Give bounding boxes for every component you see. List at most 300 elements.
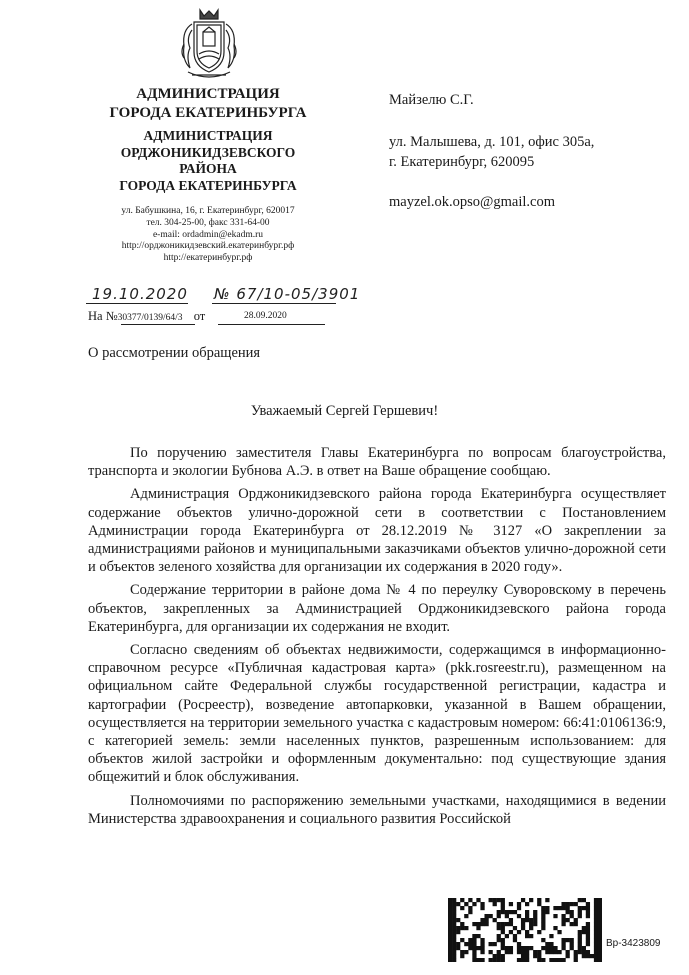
- barcode-module: [594, 958, 598, 962]
- barcode-module: [529, 934, 533, 938]
- barcode-module: [582, 946, 586, 950]
- barcode-module: [570, 910, 574, 914]
- barcode-module: [566, 950, 570, 954]
- barcode-module: [566, 906, 570, 910]
- barcode-module: [594, 938, 598, 942]
- barcode-module: [557, 930, 561, 934]
- barcode-module: [497, 914, 501, 918]
- barcode-module: [586, 942, 590, 946]
- barcode-module: [549, 946, 553, 950]
- barcode-module: [497, 934, 501, 938]
- barcode-module: [533, 922, 537, 926]
- barcode-module: [521, 958, 525, 962]
- registration-date: 19.10.2020: [92, 285, 188, 303]
- barcode-module: [452, 898, 456, 902]
- issuer-phone: тел. 304-25-00, факс 331-64-00: [146, 217, 270, 228]
- barcode-module: [525, 954, 529, 958]
- recipient-name: Майзелю С.Г.: [389, 92, 474, 108]
- barcode-module: [497, 938, 501, 942]
- barcode-module: [472, 938, 476, 942]
- barcode-module: [497, 958, 501, 962]
- barcode-module: [598, 910, 602, 914]
- body-paragraph: Полномочиями по распоряжению земельными участками, находящимися в ведении Министерства здравоохранения и социального развития Российской: [88, 792, 666, 827]
- barcode-module: [598, 906, 602, 910]
- barcode-module: [549, 950, 553, 954]
- barcode-module: [566, 918, 570, 922]
- barcode-module: [448, 958, 452, 962]
- barcode-module: [484, 918, 488, 922]
- barcode-module: [464, 902, 468, 906]
- barcode-module: [594, 898, 598, 902]
- barcode-module: [529, 922, 533, 926]
- barcode-module: [460, 938, 464, 942]
- body-paragraph: По поручению заместителя Главы Екатеринбурга по вопросам благоустройства, транспорта и экологии Бубнова А.Э. в ответ на Ваше обращение сообщаю.: [88, 445, 666, 480]
- barcode-module: [557, 906, 561, 910]
- body-paragraph: Администрация Орджоникидзевского района города Екатеринбурга осуществляет содержание объектов улично-дорожной сети в соответствии с Постановлением Администрации города Екатеринбурга от 28.12.2019 № 3127 «О закреплении за администрациями районов и муниципальными заказчиками объектов улично-дорожной сети и объектов зеленого хозяйства для организации их содержания в 2020 году».: [88, 486, 666, 576]
- barcode-module: [557, 958, 561, 962]
- barcode-module: [553, 946, 557, 950]
- barcode-module: [480, 922, 484, 926]
- barcode-module: [566, 910, 570, 914]
- barcode-module: [452, 918, 456, 922]
- barcode-module: [586, 930, 590, 934]
- barcode-module: [537, 954, 541, 958]
- barcode-module: [501, 898, 505, 902]
- barcode-module: [541, 918, 545, 922]
- barcode-module: [448, 926, 452, 930]
- barcode-module: [598, 938, 602, 942]
- issuer-address: ул. Бабушкина, 16, г. Екатеринбург, 620017: [121, 206, 295, 216]
- barcode-module: [574, 954, 578, 958]
- barcode-module: [472, 934, 476, 938]
- barcode-module: [464, 926, 468, 930]
- barcode-module: [537, 902, 541, 906]
- barcode-module: [460, 922, 464, 926]
- barcode-module: [541, 914, 545, 918]
- barcode-module: [448, 918, 452, 922]
- barcode-module: [476, 926, 480, 930]
- barcode-module: [489, 958, 493, 962]
- barcode-module: [586, 914, 590, 918]
- barcode-module: [480, 946, 484, 950]
- barcode-module: [594, 946, 598, 950]
- barcode-module: [537, 898, 541, 902]
- barcode-module: [452, 958, 456, 962]
- barcode-module: [452, 910, 456, 914]
- barcode-module: [598, 954, 602, 958]
- reference-from: от: [193, 309, 206, 323]
- barcode-module: [509, 946, 513, 950]
- coat-of-arms-icon: [178, 8, 240, 82]
- barcode-module: [456, 902, 460, 906]
- barcode-module: [537, 930, 541, 934]
- barcode-module: [529, 918, 533, 922]
- barcode-module: [480, 918, 484, 922]
- barcode-module: [586, 934, 590, 938]
- barcode-module: [582, 926, 586, 930]
- barcode-module: [480, 950, 484, 954]
- barcode-module: [582, 898, 586, 902]
- barcode-module: [452, 954, 456, 958]
- barcode-module: [493, 902, 497, 906]
- barcode-module: [460, 926, 464, 930]
- barcode-module: [594, 934, 598, 938]
- barcode-module: [537, 950, 541, 954]
- barcode-module: [598, 898, 602, 902]
- barcode-module: [460, 950, 464, 954]
- barcode-module: [493, 942, 497, 946]
- barcode-module: [505, 922, 509, 926]
- barcode-module: [525, 914, 529, 918]
- barcode-module: [509, 902, 513, 906]
- barcode-module: [468, 910, 472, 914]
- barcode-module: [517, 914, 521, 918]
- barcode-module: [489, 898, 493, 902]
- barcode-module: [525, 950, 529, 954]
- barcode-icon: [448, 898, 602, 962]
- barcode-module: [561, 938, 565, 942]
- barcode-module: [472, 942, 476, 946]
- barcode-module: [578, 938, 582, 942]
- barcode-module: [468, 946, 472, 950]
- barcode-module: [545, 946, 549, 950]
- barcode-module: [553, 950, 557, 954]
- barcode-module: [582, 930, 586, 934]
- barcode-module: [513, 910, 517, 914]
- barcode-module: [570, 938, 574, 942]
- issuer-name: [70, 85, 346, 123]
- barcode-module: [525, 934, 529, 938]
- barcode-module: [529, 926, 533, 930]
- barcode-module: [545, 942, 549, 946]
- barcode-module: [476, 922, 480, 926]
- barcode-module: [594, 926, 598, 930]
- barcode-module: [489, 914, 493, 918]
- barcode-module: [553, 914, 557, 918]
- barcode-module: [501, 922, 505, 926]
- barcode-module: [505, 950, 509, 954]
- barcode-module: [452, 938, 456, 942]
- barcode-module: [549, 942, 553, 946]
- barcode-module: [501, 902, 505, 906]
- barcode-module: [501, 910, 505, 914]
- barcode-module: [541, 946, 545, 950]
- barcode-module: [525, 918, 529, 922]
- barcode-module: [598, 918, 602, 922]
- barcode-module: [545, 898, 549, 902]
- barcode-module: [525, 946, 529, 950]
- barcode-module: [521, 946, 525, 950]
- barcode-module: [452, 906, 456, 910]
- barcode-module: [448, 910, 452, 914]
- barcode-module: [452, 926, 456, 930]
- barcode-module: [578, 946, 582, 950]
- barcode-module: [501, 958, 505, 962]
- barcode-module: [574, 922, 578, 926]
- barcode-module: [509, 918, 513, 922]
- barcode-module: [570, 942, 574, 946]
- barcode-module: [545, 906, 549, 910]
- barcode-module: [578, 942, 582, 946]
- barcode-module: [509, 950, 513, 954]
- barcode-module: [517, 902, 521, 906]
- barcode-module: [598, 914, 602, 918]
- subdivision-line: ОРДЖОНИКИДЗЕВСКОГО: [120, 144, 296, 160]
- barcode-module: [497, 898, 501, 902]
- issuer-website: http://орджоникидзевский.екатеринбург.рф: [121, 241, 295, 252]
- barcode-module: [578, 898, 582, 902]
- barcode-module: [448, 914, 452, 918]
- barcode-module: [521, 922, 525, 926]
- barcode-module: [501, 954, 505, 958]
- barcode-module: [501, 938, 505, 942]
- barcode-module: [541, 922, 545, 926]
- barcode-module: [553, 926, 557, 930]
- reference-date: 28.09.2020: [244, 311, 287, 321]
- barcode-module: [521, 950, 525, 954]
- barcode-module: [448, 938, 452, 942]
- registration-number: № 67/10-05/3901: [214, 285, 361, 303]
- barcode-module: [529, 898, 533, 902]
- barcode-module: [501, 942, 505, 946]
- barcode-module: [578, 910, 582, 914]
- barcode-module: [493, 954, 497, 958]
- barcode-module: [472, 922, 476, 926]
- barcode-module: [570, 902, 574, 906]
- barcode-module: [517, 958, 521, 962]
- recipient-street: ул. Малышева, д. 101, офис 305а,: [389, 134, 595, 150]
- barcode-module: [468, 938, 472, 942]
- barcode-module: [545, 950, 549, 954]
- barcode-module: [468, 906, 472, 910]
- barcode-module: [493, 958, 497, 962]
- barcode-module: [533, 918, 537, 922]
- barcode-module: [598, 934, 602, 938]
- barcode-module: [497, 910, 501, 914]
- barcode-module: [472, 958, 476, 962]
- barcode-module: [541, 938, 545, 942]
- barcode-module: [448, 930, 452, 934]
- issuer-contacts: [70, 206, 346, 265]
- issuer-email: e-mail: ordadmin@ekadm.ru: [152, 229, 264, 240]
- barcode-module: [598, 922, 602, 926]
- barcode-module: [533, 954, 537, 958]
- barcode-module: [594, 914, 598, 918]
- barcode-module: [598, 958, 602, 962]
- barcode-module: [501, 946, 505, 950]
- barcode-module: [525, 910, 529, 914]
- barcode-module: [509, 922, 513, 926]
- barcode-module: [476, 934, 480, 938]
- barcode-module: [521, 918, 525, 922]
- barcode-module: [541, 958, 545, 962]
- barcode-module: [553, 958, 557, 962]
- barcode-module: [561, 946, 565, 950]
- barcode-module: [570, 922, 574, 926]
- barcode-module: [452, 942, 456, 946]
- barcode-module: [570, 946, 574, 950]
- barcode-module: [586, 910, 590, 914]
- barcode-module: [448, 934, 452, 938]
- barcode-module: [561, 914, 565, 918]
- barcode-module: [480, 938, 484, 942]
- recipient-email: mayzel.ok.opso@gmail.com: [389, 194, 555, 210]
- issuer-name-line: АДМИНИСТРАЦИЯ: [136, 86, 280, 102]
- barcode-module: [452, 922, 456, 926]
- barcode-module: [480, 942, 484, 946]
- barcode-module: [448, 954, 452, 958]
- barcode-module: [578, 906, 582, 910]
- barcode-module: [505, 914, 509, 918]
- barcode-module: [501, 906, 505, 910]
- barcode-module: [480, 958, 484, 962]
- barcode-module: [460, 954, 464, 958]
- barcode-module: [561, 922, 565, 926]
- barcode-module: [452, 934, 456, 938]
- barcode-module: [594, 906, 598, 910]
- barcode-module: [464, 942, 468, 946]
- barcode-module: [489, 950, 493, 954]
- barcode-module: [594, 910, 598, 914]
- barcode-module: [456, 926, 460, 930]
- barcode-module: [578, 930, 582, 934]
- barcode-module: [598, 930, 602, 934]
- barcode-module: [594, 918, 598, 922]
- barcode-module: [460, 906, 464, 910]
- barcode-module: [493, 898, 497, 902]
- barcode-module: [476, 958, 480, 962]
- barcode-module: [553, 906, 557, 910]
- barcode-module: [578, 914, 582, 918]
- barcode-module: [545, 910, 549, 914]
- barcode-module: [586, 926, 590, 930]
- barcode-module: [501, 926, 505, 930]
- barcode-module: [598, 942, 602, 946]
- barcode-module: [452, 946, 456, 950]
- barcode-module: [517, 930, 521, 934]
- barcode-module: [574, 958, 578, 962]
- barcode-module: [517, 946, 521, 950]
- barcode-module: [533, 950, 537, 954]
- letter-subject: О рассмотрении обращения: [88, 345, 261, 361]
- issuer-name-line: ГОРОДА ЕКАТЕРИНБУРГА: [109, 105, 307, 121]
- barcode-module: [561, 958, 565, 962]
- barcode-module: [541, 906, 545, 910]
- barcode-module: [598, 926, 602, 930]
- subdivision-line: АДМИНИСТРАЦИЯ: [143, 128, 273, 143]
- barcode-module: [586, 954, 590, 958]
- barcode-module: [448, 942, 452, 946]
- barcode-module: [586, 938, 590, 942]
- barcode-module: [464, 914, 468, 918]
- barcode-module: [582, 954, 586, 958]
- barcode-module: [541, 926, 545, 930]
- barcode-module: [578, 934, 582, 938]
- subdivision-line: ГОРОДА ЕКАТЕРИНБУРГА: [119, 177, 297, 193]
- barcode-module: [456, 918, 460, 922]
- subdivision-line: РАЙОНА: [179, 161, 237, 176]
- barcode-module: [598, 946, 602, 950]
- barcode-module: [472, 954, 476, 958]
- barcode-module: [533, 914, 537, 918]
- barcode-module: [505, 946, 509, 950]
- barcode-module: [517, 942, 521, 946]
- barcode-module: [505, 934, 509, 938]
- barcode-module: [521, 954, 525, 958]
- reference-line: [88, 309, 205, 324]
- reference-number: 30377/0139/64/3: [117, 313, 183, 323]
- barcode-module: [497, 926, 501, 930]
- issuer-subdivision: [70, 128, 346, 194]
- barcode-module: [594, 930, 598, 934]
- barcode-module: [509, 910, 513, 914]
- barcode-module: [561, 918, 565, 922]
- barcode-module: [456, 946, 460, 950]
- barcode-module: [480, 906, 484, 910]
- barcode-module: [509, 930, 513, 934]
- document-id: Вр-3423809: [606, 938, 661, 949]
- barcode-module: [533, 910, 537, 914]
- barcode-module: [561, 942, 565, 946]
- barcode-module: [472, 946, 476, 950]
- barcode-module: [472, 902, 476, 906]
- barcode-module: [493, 918, 497, 922]
- barcode-module: [566, 902, 570, 906]
- barcode-module: [557, 950, 561, 954]
- barcode-module: [586, 906, 590, 910]
- letter-greeting: Уважаемый Сергей Гершевич!: [250, 403, 439, 419]
- barcode-module: [541, 910, 545, 914]
- reference-number-underline: [121, 324, 195, 325]
- barcode-module: [456, 942, 460, 946]
- barcode-module: [578, 950, 582, 954]
- barcode-module: [561, 906, 565, 910]
- barcode-module: [497, 950, 501, 954]
- recipient-block: [389, 90, 594, 212]
- barcode-module: [586, 950, 590, 954]
- barcode-module: [468, 898, 472, 902]
- barcode-module: [521, 926, 525, 930]
- barcode-module: [452, 902, 456, 906]
- barcode-module: [517, 950, 521, 954]
- barcode-module: [513, 938, 517, 942]
- barcode-module: [476, 946, 480, 950]
- barcode-module: [594, 922, 598, 926]
- barcode-module: [594, 902, 598, 906]
- barcode-module: [525, 902, 529, 906]
- registration-number-underline: [212, 303, 336, 304]
- barcode-module: [484, 922, 488, 926]
- barcode-module: [582, 906, 586, 910]
- barcode-module: [525, 930, 529, 934]
- barcode-module: [594, 954, 598, 958]
- barcode-module: [574, 950, 578, 954]
- barcode-module: [505, 910, 509, 914]
- barcode-module: [525, 958, 529, 962]
- issuer-website: http://екатеринбург.рф: [163, 253, 253, 264]
- barcode-module: [448, 946, 452, 950]
- barcode-module: [582, 950, 586, 954]
- recipient-city: г. Екатеринбург, 620095: [389, 154, 535, 170]
- reference-date-underline: [218, 324, 325, 325]
- barcode-module: [476, 898, 480, 902]
- barcode-module: [521, 898, 525, 902]
- body-paragraph: Согласно сведениям об объектах недвижимости, содержащимся в информационно-справочном ресурсе «Публичная кадастровая карта» (pkk.rosreestr.ru), размещенном на официальном сайте Федеральной службы государственной регистрации, кадастра и картографии (Росреестр), возведение автопарковки, указанной в Вашем обращении, осуществляется на территории земельного участка с кадастровым номером: 66:41:0106136:9, с категорией земель: земли населенных пунктов, разрешенным использованием: для объектов жилой застройки и оформленным документально: под существующие здания общежитий и блок обслуживания.: [88, 642, 666, 786]
- barcode-module: [448, 950, 452, 954]
- barcode-module: [448, 906, 452, 910]
- barcode-module: [586, 922, 590, 926]
- barcode-module: [452, 930, 456, 934]
